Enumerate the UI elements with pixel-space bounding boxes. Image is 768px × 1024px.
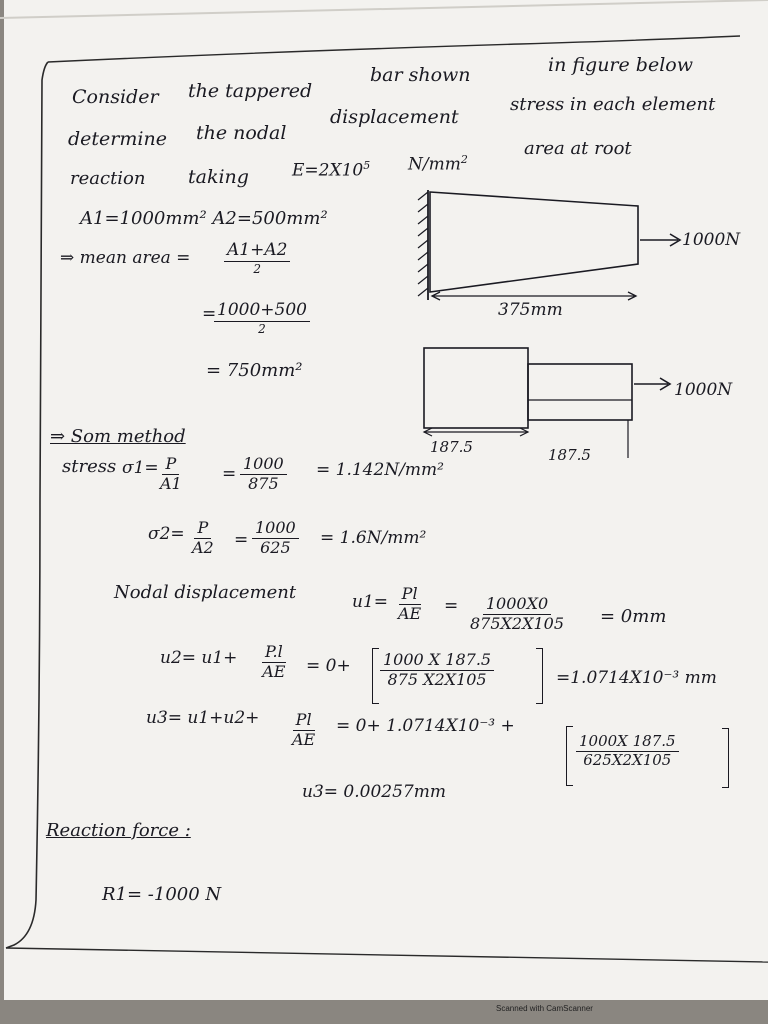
- stepped-bar-element-2: [528, 364, 632, 420]
- u3-formula-num: Pl: [293, 712, 315, 731]
- method-heading: ⇒ Som method: [50, 426, 186, 447]
- length-label: 375mm: [498, 300, 563, 320]
- stress1-eq: =: [222, 464, 237, 484]
- stepped-bar-element-1: [424, 348, 528, 428]
- u2-bracket-right: [536, 648, 543, 704]
- u1-values-den: 875X2X105: [470, 613, 565, 633]
- u3-formula: [292, 712, 315, 749]
- mean-area-numerator: A1+A2: [224, 242, 290, 262]
- u3-values-num: 1000X 187.5: [576, 734, 679, 752]
- u2-lhs: u2= u1+: [160, 648, 238, 668]
- stress1-values-den: 875: [248, 473, 279, 493]
- u1-result: = 0mm: [600, 606, 667, 627]
- mean-area-result: = 750mm²: [206, 360, 303, 381]
- substitution-numerator: 1000+500: [214, 302, 310, 322]
- u3-mid: = 0+ 1.0714X10⁻³ +: [336, 716, 515, 736]
- u2-values-den: 875 X2X105: [387, 669, 487, 689]
- stress1-formula: [160, 456, 182, 493]
- stress1-result: = 1.142N/mm²: [316, 460, 444, 480]
- u1-formula: [398, 586, 421, 623]
- unit-exponent: 2: [460, 153, 468, 166]
- u2-values-num: 1000 X 187.5: [380, 652, 494, 671]
- problem-word-tappered: the tappered: [188, 80, 313, 102]
- mean-area-label: ⇒ mean area =: [60, 248, 191, 268]
- u2-formula-den: AE: [262, 661, 286, 681]
- stress2-values-num: 1000: [252, 520, 299, 539]
- problem-word-consider: Consider: [72, 86, 159, 108]
- problem-word-reaction: reaction: [70, 168, 146, 189]
- seg1-label: 187.5: [430, 438, 473, 456]
- u2-bracket-left: [372, 648, 379, 704]
- u1-eq: =: [444, 596, 459, 616]
- u3-lhs: u3= u1+u2+: [146, 708, 260, 728]
- stress2-formula-num: P: [194, 520, 211, 539]
- u3-result: u3= 0.00257mm: [302, 782, 446, 802]
- problem-word-taking: taking: [188, 166, 249, 188]
- stress1-formula-num: P: [162, 456, 179, 475]
- stress2-lhs: σ2=: [148, 524, 185, 544]
- reaction-heading: Reaction force :: [46, 820, 191, 841]
- unit-value: N/mm: [408, 154, 461, 175]
- u1-lhs: u1=: [352, 592, 389, 612]
- u2-formula-num: P.l: [262, 644, 286, 663]
- u2-values: [380, 652, 494, 689]
- u3-values: [576, 734, 679, 769]
- problem-word-determine: determine: [68, 128, 167, 150]
- stress1-values-num: 1000: [240, 456, 287, 475]
- substitution-denominator: 2: [258, 321, 266, 336]
- load-label-1: 1000N: [682, 230, 741, 250]
- u3-bracket-left: [566, 726, 573, 786]
- u1-values: [470, 596, 564, 633]
- u1-formula-num: Pl: [399, 586, 421, 605]
- problem-word-displacement: displacement: [330, 106, 459, 128]
- scanner-footer: Scanned with CamScanner: [496, 1004, 593, 1013]
- stress2-formula: [192, 520, 214, 557]
- stress-label: stress: [62, 456, 117, 477]
- stress2-eq: =: [234, 530, 249, 550]
- stress2-formula-den: A2: [192, 537, 214, 557]
- stress1-formula-den: A1: [160, 473, 182, 493]
- u2-formula: [262, 644, 286, 681]
- problem-word-bar-shown: bar shown: [370, 64, 471, 86]
- mean-area-eq: =: [202, 304, 217, 324]
- problem-word-area-at-root: area at root: [524, 138, 632, 159]
- problem-word-figure-below: in figure below: [548, 54, 693, 76]
- problem-word-stress-each-element: stress in each element: [510, 94, 716, 115]
- u3-bracket-right: [722, 728, 729, 788]
- stress1-values: [240, 456, 287, 493]
- load-label-2: 1000N: [674, 380, 733, 400]
- u1-formula-den: AE: [398, 603, 422, 623]
- u3-formula-den: AE: [292, 729, 316, 749]
- given-areas: A1=1000mm² A2=500mm²: [80, 208, 328, 229]
- stress2-result: = 1.6N/mm²: [320, 528, 427, 548]
- modulus-exponent: 5: [363, 159, 371, 172]
- reaction-value: R1= -1000 N: [102, 884, 222, 905]
- u2-mid: = 0+: [306, 656, 351, 676]
- displacement-heading: Nodal displacement: [114, 582, 297, 603]
- u2-result: =1.0714X10⁻³ mm: [556, 668, 717, 688]
- stress2-values: [252, 520, 299, 557]
- stress2-values-den: 625: [260, 537, 291, 557]
- u3-values-den: 625X2X105: [583, 750, 672, 769]
- u1-values-num: 1000X0: [483, 596, 551, 615]
- stress1-lhs: σ1=: [122, 458, 159, 478]
- mean-area-denominator: 2: [253, 261, 262, 276]
- problem-word-nodal: the nodal: [196, 122, 287, 144]
- seg2-label: 187.5: [548, 446, 591, 464]
- modulus-value: E=2X10: [292, 160, 364, 181]
